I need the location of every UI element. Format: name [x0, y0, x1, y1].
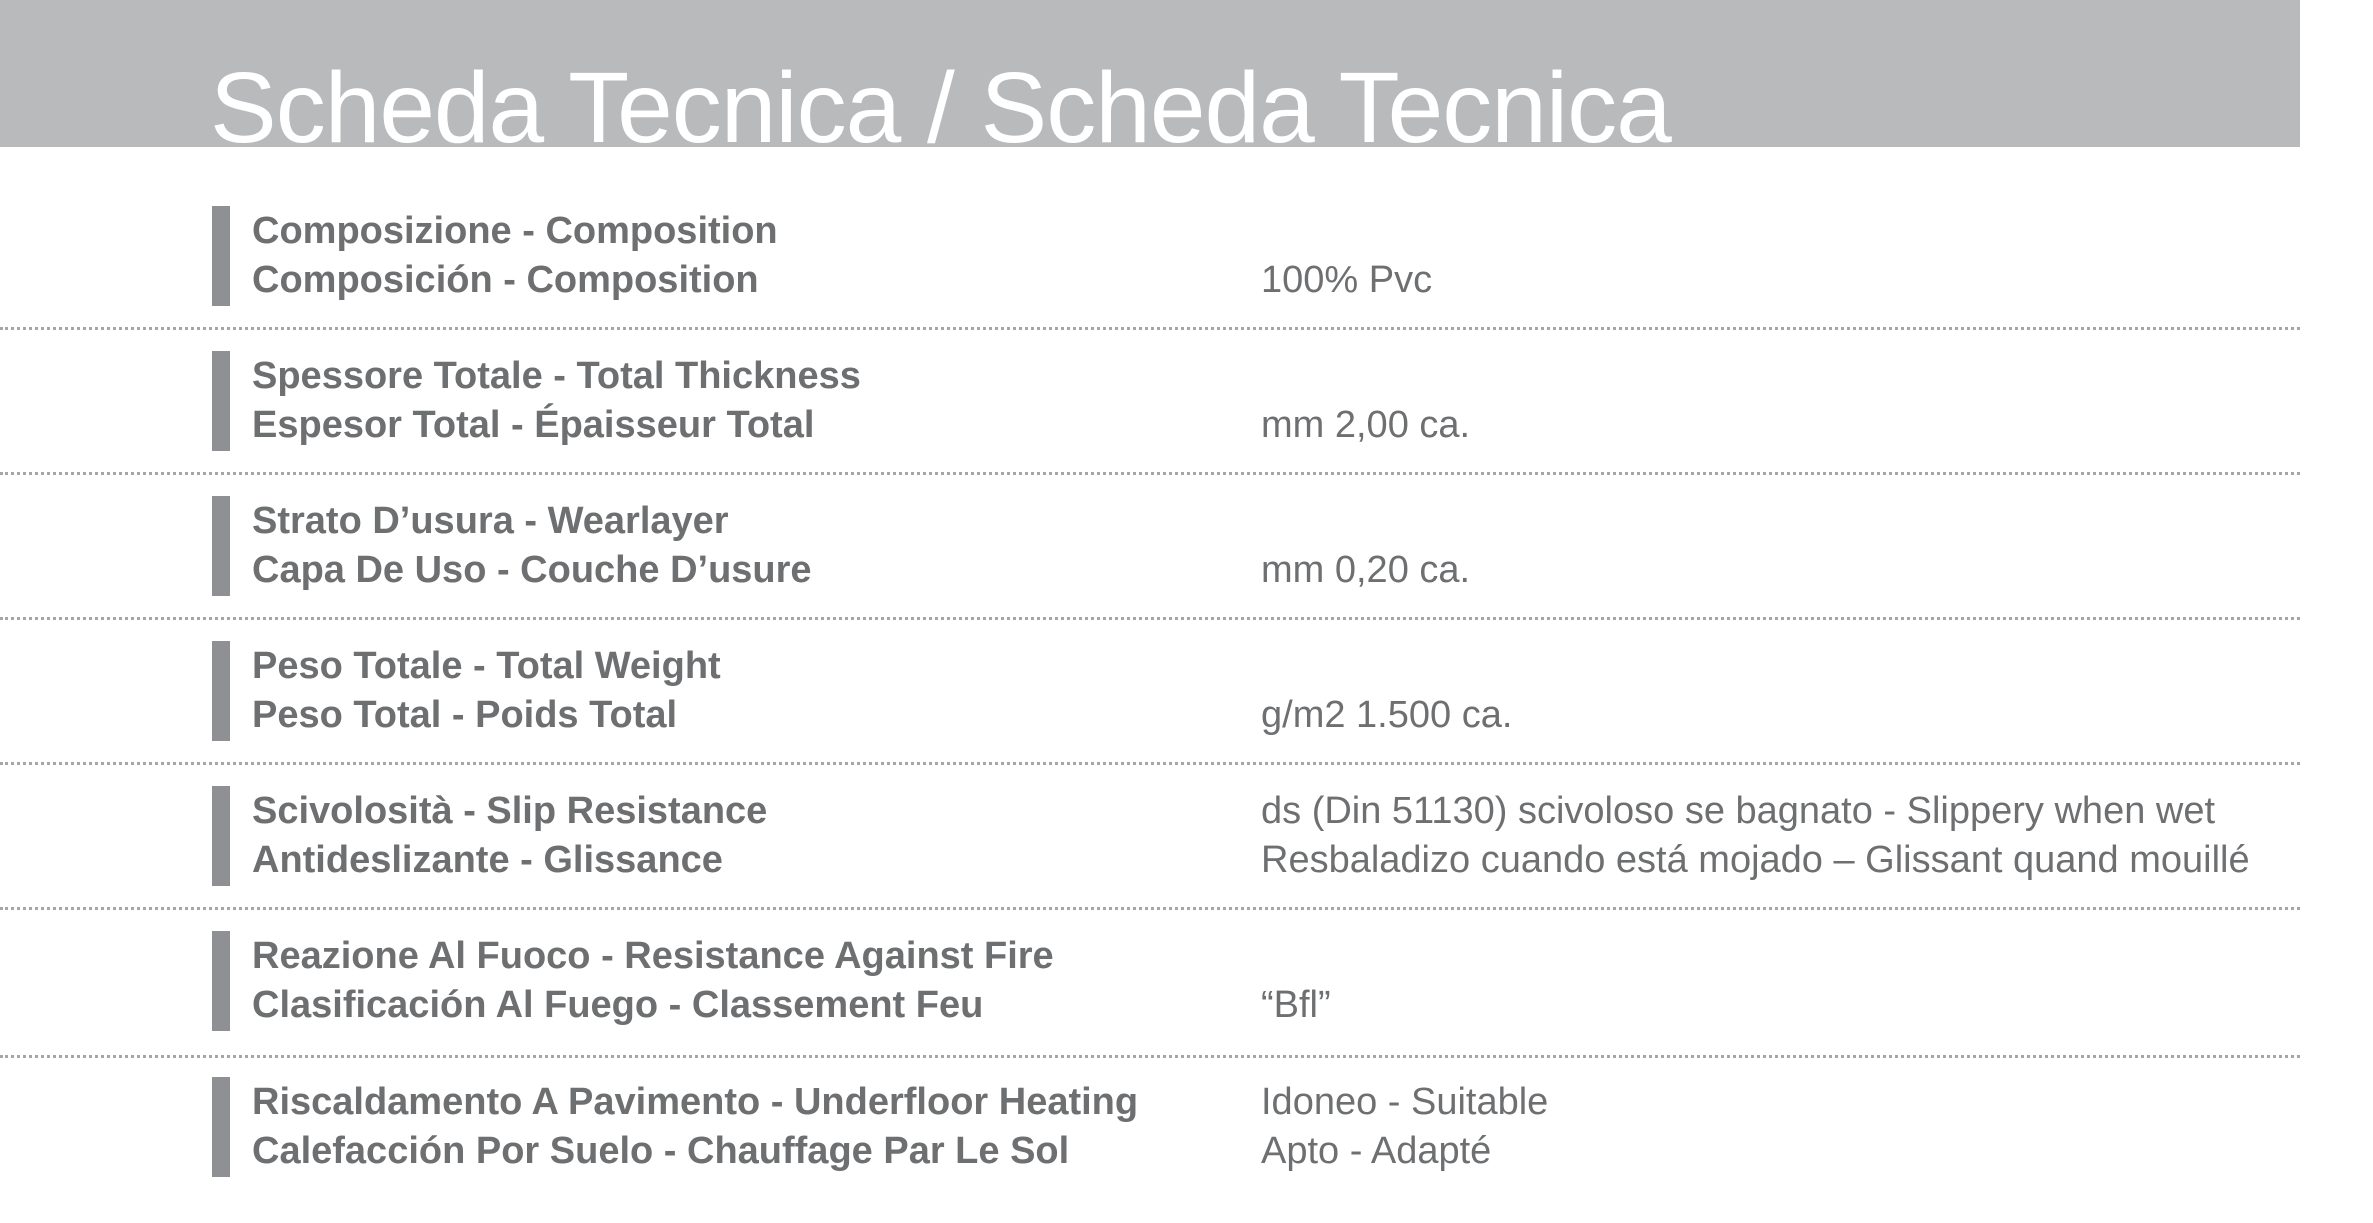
spec-row-total-weight	[0, 641, 2300, 787]
spec-row-total-thickness	[0, 351, 2300, 497]
spec-value-secondary: “Bfl”	[1261, 984, 1331, 1026]
row-marker-bar	[212, 786, 230, 886]
spec-value-secondary: mm 0,20 ca.	[1261, 549, 1471, 591]
row-marker-bar	[212, 351, 230, 451]
spec-label-secondary: Peso Total - Poids Total	[252, 694, 678, 736]
spec-label-primary: Spessore Totale - Total Thickness	[252, 355, 861, 397]
spec-row-slip-resistance	[0, 786, 2300, 932]
spec-row-composition	[0, 206, 2300, 352]
dotted-divider	[0, 907, 2300, 910]
spec-label-secondary: Espesor Total - Épaisseur Total	[252, 404, 815, 446]
row-marker-bar	[212, 1077, 230, 1177]
spec-value-secondary: g/m2 1.500 ca.	[1261, 694, 1513, 736]
spec-label-primary: Riscaldamento A Pavimento - Underfloor Heating	[252, 1081, 1139, 1123]
spec-row-wearlayer	[0, 496, 2300, 642]
spec-label-primary: Peso Totale - Total Weight	[252, 645, 721, 687]
page-title: Scheda Tecnica / Scheda Tecnica	[210, 52, 1671, 164]
row-marker-bar	[212, 496, 230, 596]
spec-value-secondary: Apto - Adapté	[1261, 1130, 1492, 1172]
spec-label-secondary: Calefacción Por Suelo - Chauffage Par Le Sol	[252, 1130, 1070, 1172]
spec-value-primary: Idoneo - Suitable	[1261, 1081, 1549, 1123]
row-marker-bar	[212, 641, 230, 741]
spec-row-fire-reaction	[0, 931, 2300, 1077]
row-marker-bar	[212, 206, 230, 306]
spec-value-secondary: mm 2,00 ca.	[1261, 404, 1471, 446]
spec-label-primary: Strato D’usura - Wearlayer	[252, 500, 729, 542]
dotted-divider	[0, 1055, 2300, 1058]
spec-row-underfloor-heating	[0, 1077, 2300, 1223]
dotted-divider	[0, 472, 2300, 475]
row-marker-bar	[212, 931, 230, 1031]
spec-label-primary: Scivolosità - Slip Resistance	[252, 790, 768, 832]
spec-label-secondary: Capa De Uso - Couche D’usure	[252, 549, 812, 591]
spec-label-primary: Reazione Al Fuoco - Resistance Against Fire	[252, 935, 1054, 977]
spec-value-primary: ds (Din 51130) scivoloso se bagnato - Slippery when wet	[1261, 790, 2216, 832]
dotted-divider	[0, 617, 2300, 620]
dotted-divider	[0, 327, 2300, 330]
spec-label-primary: Composizione - Composition	[252, 210, 778, 252]
spec-label-secondary: Composición - Composition	[252, 259, 759, 301]
dotted-divider	[0, 762, 2300, 765]
spec-value-secondary: 100% Pvc	[1261, 259, 1433, 301]
spec-value-secondary: Resbaladizo cuando está mojado – Glissant quand mouillé	[1261, 839, 2250, 881]
spec-label-secondary: Antideslizante - Glissance	[252, 839, 723, 881]
spec-label-secondary: Clasificación Al Fuego - Classement Feu	[252, 984, 984, 1026]
